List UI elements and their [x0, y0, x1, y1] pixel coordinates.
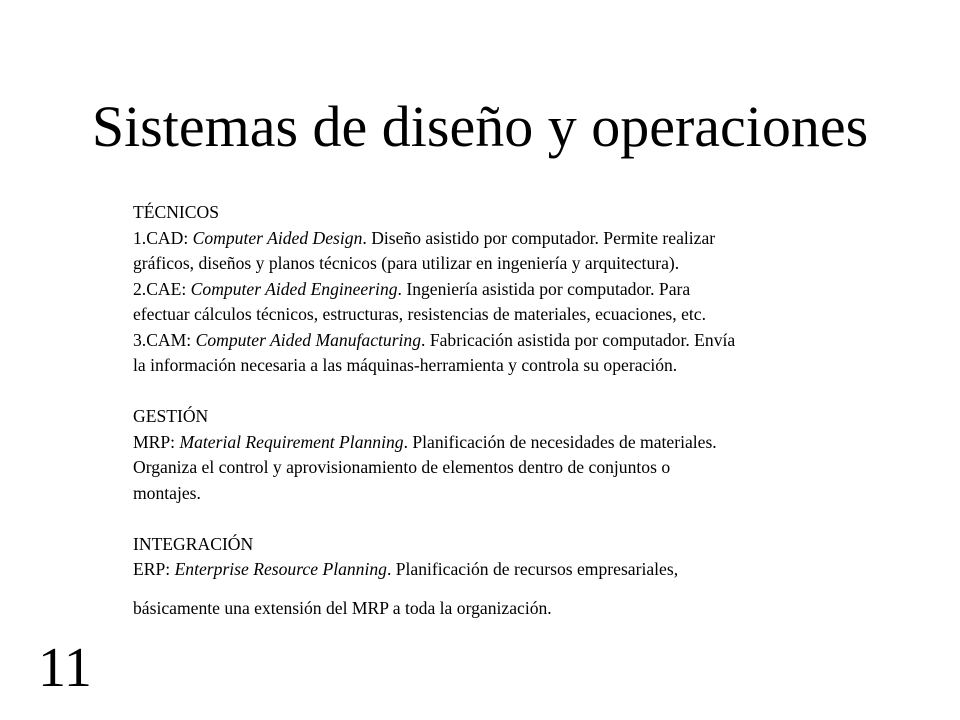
- cad-definition-continuation: gráficos, diseños y planos técnicos (para utilizar en ingeniería y arquitectura).: [133, 253, 680, 273]
- erp-definition-line: [133, 557, 913, 583]
- slide-title: Sistemas de diseño y operaciones: [91, 94, 869, 159]
- cam-term: Computer Aided Manufacturing: [195, 329, 422, 350]
- slide-number: 11: [38, 637, 92, 699]
- cae-text: . Ingeniería asistida por computador. Para: [397, 278, 691, 299]
- section-heading-tecnicos: TÉCNICOS: [133, 202, 220, 222]
- cae-prefix: 2.CAE:: [133, 278, 191, 299]
- erp-definition-continuation: básicamente una extensión del MRP a toda la organización.: [133, 597, 552, 618]
- cam-prefix: 3.CAM:: [133, 329, 196, 350]
- section-integracion: [133, 532, 913, 622]
- mrp-definition-line: [133, 430, 913, 456]
- cae-definition-line: [133, 277, 913, 303]
- cae-term: Computer Aided Engineering: [190, 278, 398, 299]
- cae-definition-continuation: efectuar cálculos técnicos, estructuras, resistencias de materiales, ecuaciones, etc.: [133, 304, 706, 324]
- mrp-prefix: MRP:: [133, 431, 180, 452]
- cad-definition-line: [133, 226, 913, 252]
- section-gestion: [133, 404, 913, 506]
- erp-text: . Planificación de recursos empresariales,: [386, 559, 679, 579]
- section-tecnicos: [133, 200, 913, 379]
- erp-prefix: ERP:: [133, 559, 175, 579]
- section-heading-integracion: INTEGRACIÓN: [133, 533, 254, 554]
- mrp-text: . Planificación de necesidades de materiales.: [403, 431, 717, 452]
- section-spacer: [133, 506, 913, 532]
- mrp-definition-continuation: Organiza el control y aprovisionamiento de elementos dentro de conjuntos o: [133, 457, 671, 477]
- cam-definition-continuation: la información necesaria a las máquinas-herramienta y controla su operación.: [133, 355, 678, 375]
- cam-definition-line: [133, 328, 913, 354]
- erp-term: Enterprise Resource Planning: [174, 559, 387, 579]
- cam-text: . Fabricación asistida por computador. Envía: [421, 329, 736, 350]
- cad-text: . Diseño asistido por computador. Permite realizar: [362, 227, 716, 248]
- cad-term: Computer Aided Design: [192, 227, 363, 248]
- mrp-definition-end: montajes.: [133, 482, 201, 503]
- section-heading-gestion: GESTIÓN: [133, 406, 209, 426]
- cad-prefix: 1.CAD:: [133, 227, 193, 248]
- slide-body: [133, 200, 913, 621]
- line-spacer: [133, 583, 913, 596]
- section-spacer: [133, 379, 913, 405]
- mrp-term: Material Requirement Planning: [179, 431, 404, 452]
